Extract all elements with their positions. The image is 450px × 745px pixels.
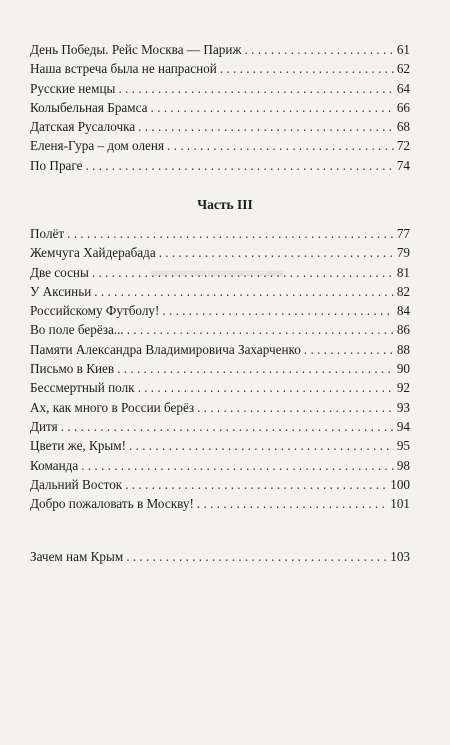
toc-entry-page-number: 64 — [396, 80, 410, 96]
bleed-through-decoration: ▬▬▬▬▬▬▬ — [150, 260, 283, 280]
toc-entry-page-number: 86 — [396, 322, 410, 338]
toc-entry-page-number: 72 — [396, 138, 410, 154]
toc-entry — [30, 59, 410, 78]
toc-entry-page-number: 100 — [390, 476, 410, 492]
toc-entry-page-number: 84 — [396, 303, 410, 319]
dot-leader — [167, 136, 394, 155]
toc-entry-title: Бессмертный полк — [30, 380, 135, 396]
toc-entry — [30, 282, 410, 301]
dot-leader — [94, 282, 394, 301]
toc-entry — [30, 494, 410, 513]
toc-entry — [30, 301, 410, 320]
toc-entry-title: У Аксиньи — [30, 283, 92, 299]
toc-entry-title: Еленя-Гура – дом оленя — [30, 138, 165, 154]
toc-entry-page-number: 92 — [396, 380, 410, 396]
dot-leader — [92, 263, 394, 282]
toc-entry-title: Добро пожаловать в Москву! — [30, 496, 194, 512]
toc-section-part3 — [30, 224, 410, 513]
toc-entry-title: Дитя — [30, 418, 58, 434]
toc-entry-page-number: 62 — [396, 61, 410, 77]
toc-entry-title: Колыбельная Брамса — [30, 99, 148, 115]
toc-entry — [30, 98, 410, 117]
toc-entry-title: Памяти Александра Владимировича Захарченко — [30, 341, 301, 357]
toc-entry — [30, 320, 410, 339]
toc-entry-page-number: 66 — [396, 99, 410, 115]
dot-leader — [138, 378, 394, 397]
dot-leader — [126, 547, 387, 566]
toc-entry-page-number: 94 — [396, 418, 410, 434]
dot-leader — [304, 340, 394, 359]
toc-entry-title: Зачем нам Крым — [30, 549, 124, 564]
toc-entry-title: Цвети же, Крым! — [30, 438, 127, 454]
toc-entry-page-number: 61 — [396, 42, 410, 57]
toc-entry — [30, 340, 410, 359]
toc-entry-title: Во поле берёза... — [30, 322, 124, 338]
toc-entry-page-number: 103 — [390, 549, 410, 564]
toc-entry — [30, 475, 410, 494]
toc-entry-title: Две сосны — [30, 264, 89, 280]
dot-leader — [197, 398, 394, 417]
toc-entry-page-number: 98 — [396, 457, 410, 473]
dot-leader — [162, 301, 393, 320]
dot-leader — [85, 156, 393, 175]
dot-leader — [61, 417, 394, 436]
dot-leader — [220, 59, 394, 78]
toc-entry — [30, 359, 410, 378]
toc-entry-page-number: 88 — [396, 341, 410, 357]
toc-entry-page-number: 93 — [396, 399, 410, 415]
toc-entry — [30, 117, 410, 136]
dot-leader — [138, 117, 394, 136]
dot-leader — [151, 98, 394, 117]
toc-entry-title: Датская Русалочка — [30, 119, 136, 135]
dot-leader — [125, 475, 387, 494]
toc-entry-page-number: 90 — [396, 361, 410, 377]
toc-entry — [30, 224, 410, 243]
toc-entry-page-number: 101 — [390, 496, 410, 512]
dot-leader — [81, 456, 394, 475]
dot-leader — [197, 494, 387, 513]
toc-entry — [30, 156, 410, 175]
toc-entry-page-number: 68 — [396, 119, 410, 135]
toc-entry-title: Полёт — [30, 226, 65, 241]
toc-entry-title: День Победы. Рейс Москва — Париж — [30, 42, 242, 57]
dot-leader — [67, 224, 394, 243]
toc-entry-page-number: 79 — [396, 245, 410, 261]
toc-entry-page-number: 95 — [396, 438, 410, 454]
toc-entry — [30, 136, 410, 155]
dot-leader — [118, 79, 393, 98]
toc-entry — [30, 456, 410, 475]
toc-entry — [30, 398, 410, 417]
toc-entry-title: Дальний Восток — [30, 476, 123, 492]
toc-entry — [30, 79, 410, 98]
toc-entry-page-number: 82 — [396, 283, 410, 299]
dot-leader — [117, 359, 394, 378]
toc-entry-page-number: 74 — [396, 157, 410, 173]
toc-entry-title: Жемчуга Хайдерабада — [30, 245, 156, 261]
toc-entry-title: Русские немцы — [30, 80, 116, 96]
toc-section-bottom — [30, 547, 410, 566]
toc-entry-page-number: 81 — [396, 264, 410, 280]
toc-entry-title: Письмо в Киев — [30, 361, 115, 377]
toc-entry — [30, 378, 410, 397]
part-heading: Часть III — [197, 197, 253, 212]
toc-entry-title: Ах, как много в России берёз — [30, 399, 195, 415]
toc-entry-title: По Праге — [30, 157, 83, 173]
toc-entry-title: Наша встреча была не напрасной — [30, 61, 217, 77]
toc-entry-page-number: 77 — [396, 226, 410, 241]
toc-entry — [30, 263, 410, 282]
toc-entry-title: Команда — [30, 457, 79, 473]
dot-leader — [129, 436, 394, 455]
toc-entry — [30, 417, 410, 436]
toc-entry — [30, 40, 410, 59]
toc-entry-title: Российскому Футболу! — [30, 303, 160, 319]
toc-section-top — [30, 40, 410, 175]
dot-leader — [245, 40, 394, 59]
toc-entry — [30, 436, 410, 455]
dot-leader — [127, 320, 394, 339]
toc-entry — [30, 243, 410, 262]
dot-leader — [159, 243, 394, 262]
toc-entry — [30, 547, 410, 566]
